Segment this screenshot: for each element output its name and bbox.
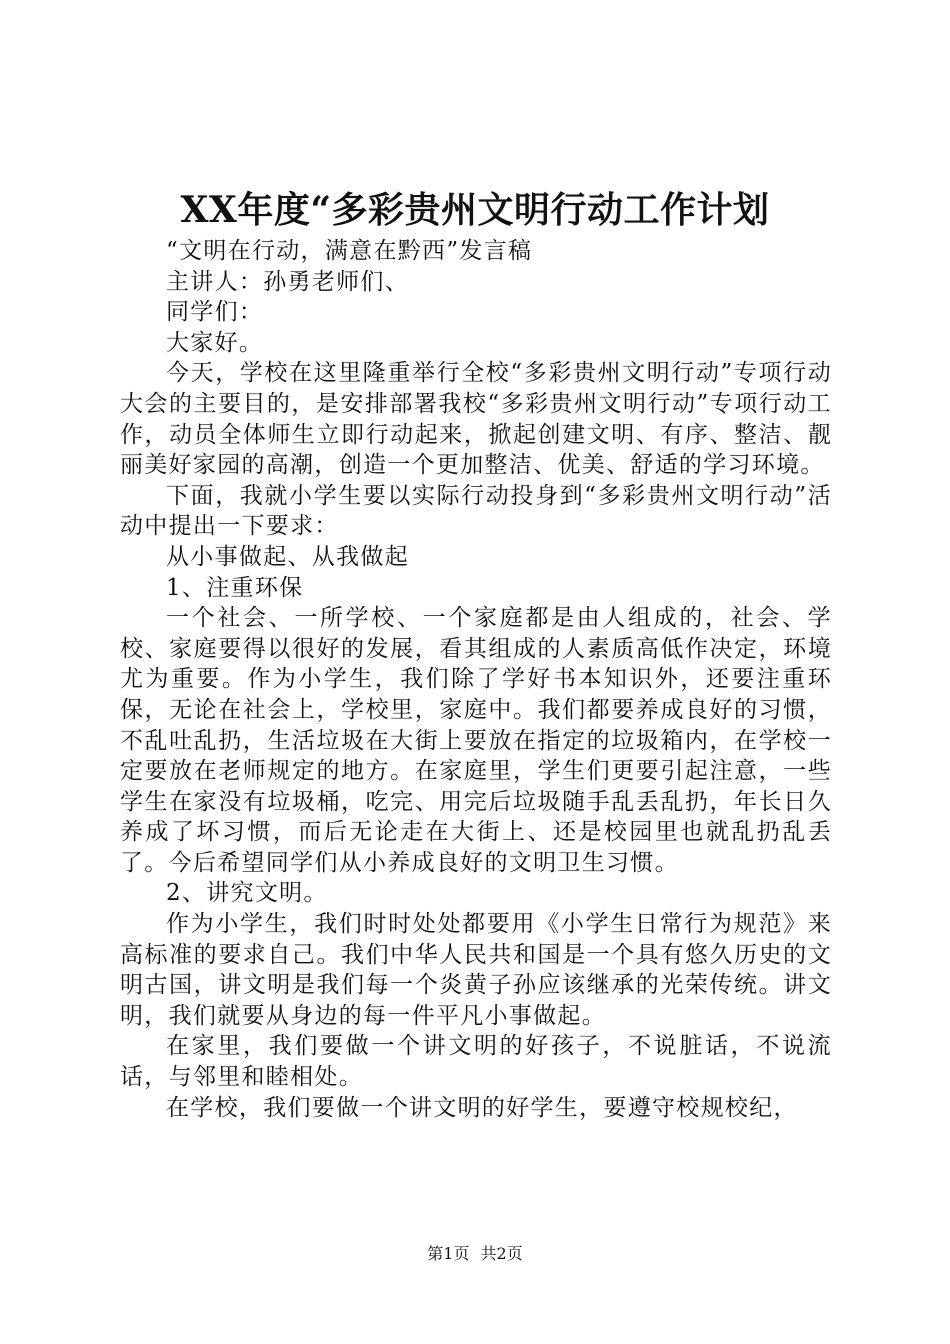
paragraph: 在家里，我们要做一个讲文明的好孩子，不说脏话，不说流话，与邻里和睦相处。: [120, 1033, 832, 1091]
paragraph: 作为小学生，我们时时处处都要用《小学生日常行为规范》来高标准的要求自己。我们中华人民共和国是一个具有悠久历史的文明古国，讲文明是我们每一个炎黄子孙应该继承的光荣传统。讲文明，我们就要从身边的每一件平凡小事做起。: [120, 911, 832, 1029]
speech-heading: “文明在行动，满意在黔西”发言稿: [166, 238, 533, 264]
section-heading: 1、注重环保: [166, 574, 304, 601]
section-heading: 2、讲究文明。: [166, 880, 328, 907]
paragraph: 今天，学校在这里隆重举行全校“多彩贵州文明行动”专项行动大会的主要目的，是安排部署我校“多彩贵州文明行动”专项行动工作，动员全体师生立即行动起来，掀起创建文明、有序、整洁、靓丽美好家园的高潮，创造一个更加整洁、优美、舒适的学习环境。: [120, 360, 832, 479]
section-heading: 从小事做起、从我做起: [166, 543, 409, 570]
greeting: 大家好。: [166, 329, 264, 356]
paragraph: 在学校，我们要做一个讲文明的好学生，要遵守校规校纪，: [166, 1094, 798, 1121]
document-body: [120, 236, 832, 1123]
paragraph: 下面，我就小学生要以实际行动投身到“多彩贵州文明行动”活动中提出一下要求：: [120, 482, 832, 540]
speaker-line: 主讲人：孙勇老师们、: [166, 268, 409, 295]
paragraph: 一个社会、一所学校、一个家庭都是由人组成的，社会、学校、家庭要得以很好的发展，看其组成的人素质高低作决定，环境尤为重要。作为小学生，我们除了学好书本知识外，还要注重环保，无论在社会上，学校里，家庭中。我们都要养成良好的习惯，不乱吐乱扔，生活垃圾在大街上要放在指定的垃圾箱内，在学校一定要放在老师规定的地方。在家庭里，学生们更要引起注意，一些学生在家没有垃圾桶，吃完、用完后垃圾随手乱丢乱扔，年长日久养成了坏习惯，而后无论走在大街上、还是校园里也就乱扔乱丢了。今后希望同学们从小养成良好的文明卫生习惯。: [120, 605, 832, 876]
page-number: 第1页: [427, 1244, 470, 1263]
page-total: 共2页: [480, 1244, 523, 1263]
salutation: 同学们：: [166, 299, 264, 326]
document-title: XX年度“多彩贵州文明行动工作计划: [180, 189, 770, 231]
page-footer: [0, 1243, 950, 1265]
